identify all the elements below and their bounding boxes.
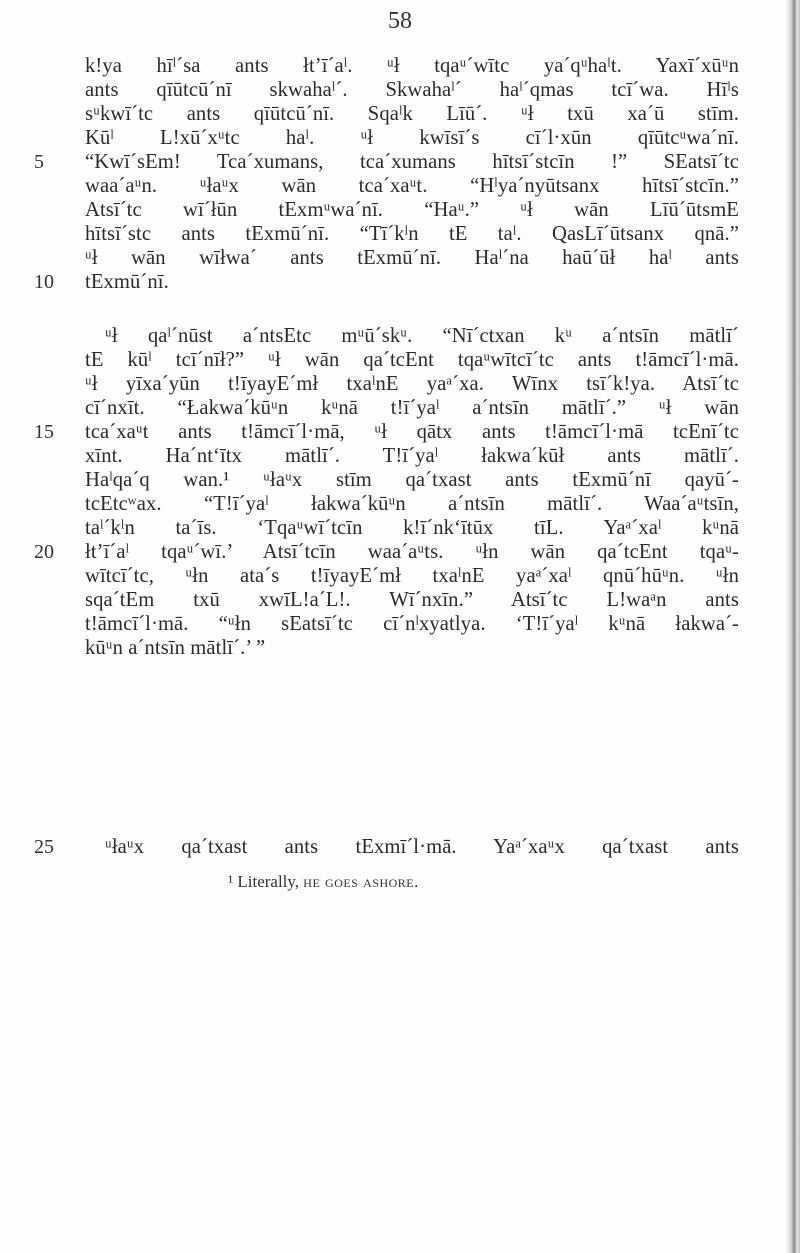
- text-line: taˡ´kˡn ta´īs. ‘Tqaᵘwī´tcīn k!ī´nkʻītūx tīL. Yaᵃ´xaˡ kᵘnā: [85, 517, 739, 539]
- line-number: 10: [34, 271, 54, 293]
- line-number: 20: [34, 541, 54, 563]
- line-number: 25: [34, 836, 54, 858]
- line-number: 5: [34, 151, 44, 173]
- text-line: sᵘkwī´tc ants qīūtcū´nī. Sqaˡk Līū´. ᵘł txū xa´ū stīm.: [85, 103, 739, 125]
- text-line: Atsī´tc wī´łūn tExmᵘwa´nī. “Haᵘ.” ᵘł wān Līū´ūtsmE: [85, 199, 739, 221]
- text-line: Haˡqa´q wan.¹ ᵘłaᵘx stīm qa´txast ants tExmū´nī qayū´-: [85, 469, 739, 491]
- text-line: tcEtcʷax. “T!ī´yaˡ łakwa´kūᵘn a´ntsīn mātlī´. Waa´aᵘtsīn,: [85, 493, 739, 515]
- page-edge-shadow: [786, 0, 800, 1253]
- text-line: wītcī´tc, ᵘłn ata´s t!īyayE´mł txaˡnE yaᵃ´xaˡ qnū´hūᵘn. ᵘłn: [85, 565, 739, 587]
- text-line: “Kwī´sEm! Tca´xumans, tca´xumans hītsī´stcīn !” SEatsī´tc: [85, 151, 739, 173]
- line-number: 15: [34, 421, 54, 443]
- text-line: t!āmcī´l·mā. “ᵘłn sEatsī´tc cī´nˡxyatlya. ‘T!ī´yaˡ kᵘnā łakwa´-: [85, 613, 739, 635]
- text-line: ᵘł qaˡ´nūst a´ntsEtc mᵘū´skᵘ. “Nī´ctxan kᵘ a´ntsīn mātlī´: [105, 325, 739, 347]
- text-line: kūᵘn a´ntsīn mātlī´.’ ”: [85, 637, 266, 659]
- text-line: łtʼī´aˡ tqaᵘ´wī.’ Atsī´tcīn waa´aᵘts. ᵘłn wān qa´tcEnt tqaᵘ-: [85, 541, 739, 563]
- text-line: ants qīūtcū´nī skwahaˡ´. Skwahaˡ´ haˡ´qmas tcī´wa. Hīˡs: [85, 79, 739, 101]
- text-line: ᵘł yīxa´yūn t!īyayE´mł txaˡnE yaᵃ´xa. Wīnx tsī´k!ya. Atsī´tc: [85, 373, 739, 395]
- text-line: tExmū´nī.: [85, 271, 169, 293]
- footnote-small-caps: he goes ashore.: [303, 872, 419, 891]
- text-line: xīnt. Ha´ntʻītx mātlī´. T!ī´yaˡ łakwa´kūł ants mātlī´.: [85, 445, 739, 467]
- text-line: hītsī´stc ants tExmū´nī. “Tī´kˡn tE taˡ. QasLī´ūtsanx qnā.”: [85, 223, 739, 245]
- text-line: k!ya hīˡ´sa ants łtʼī´aˡ. ᵘł tqaᵘ´wītc ya´qᵘhaˡt. Yaxī´xūᵘn: [85, 55, 739, 77]
- footnote-lead: Literally,: [237, 872, 300, 891]
- text-line: ᵘłaᵘx qa´txast ants tExmī´l·mā. Yaᵃ´xaᵘx qa´txast ants: [105, 836, 739, 858]
- text-line: Kūˡ L!xū´xᵘtc haˡ. ᵘł kwīsī´s cī´l·xūn qīūtcᵘwa´nī.: [85, 127, 739, 149]
- text-line: sqa´tEm txū xwīL!a´L!. Wī´nxīn.” Atsī´tc L!waᵃn ants: [85, 589, 739, 611]
- footnote: [228, 872, 419, 892]
- text-line: tca´xaᵘt ants t!āmcī´l·mā, ᵘł qātx ants t!āmcī´l·mā tcEnī´tc: [85, 421, 739, 443]
- text-line: cī´nxīt. “Łakwa´kūᵘn kᵘnā t!ī´yaˡ a´ntsīn mātlī´.” ᵘł wān: [85, 397, 739, 419]
- footnote-mark: ¹: [228, 872, 234, 891]
- text-line: ᵘł wān wīłwa´ ants tExmū´nī. Haˡ´na haū´ūł haˡ ants: [85, 247, 739, 269]
- text-line: waa´aᵘn. ᵘłaᵘx wān tca´xaᵘt. “Hˡya´nyūtsanx hītsī´stcīn.”: [85, 175, 739, 197]
- page-number: 58: [388, 8, 412, 34]
- text-line: tE kūˡ tcī´nīł?” ᵘł wān qa´tcEnt tqaᵘwītcī´tc ants t!āmcī´l·mā.: [85, 349, 739, 371]
